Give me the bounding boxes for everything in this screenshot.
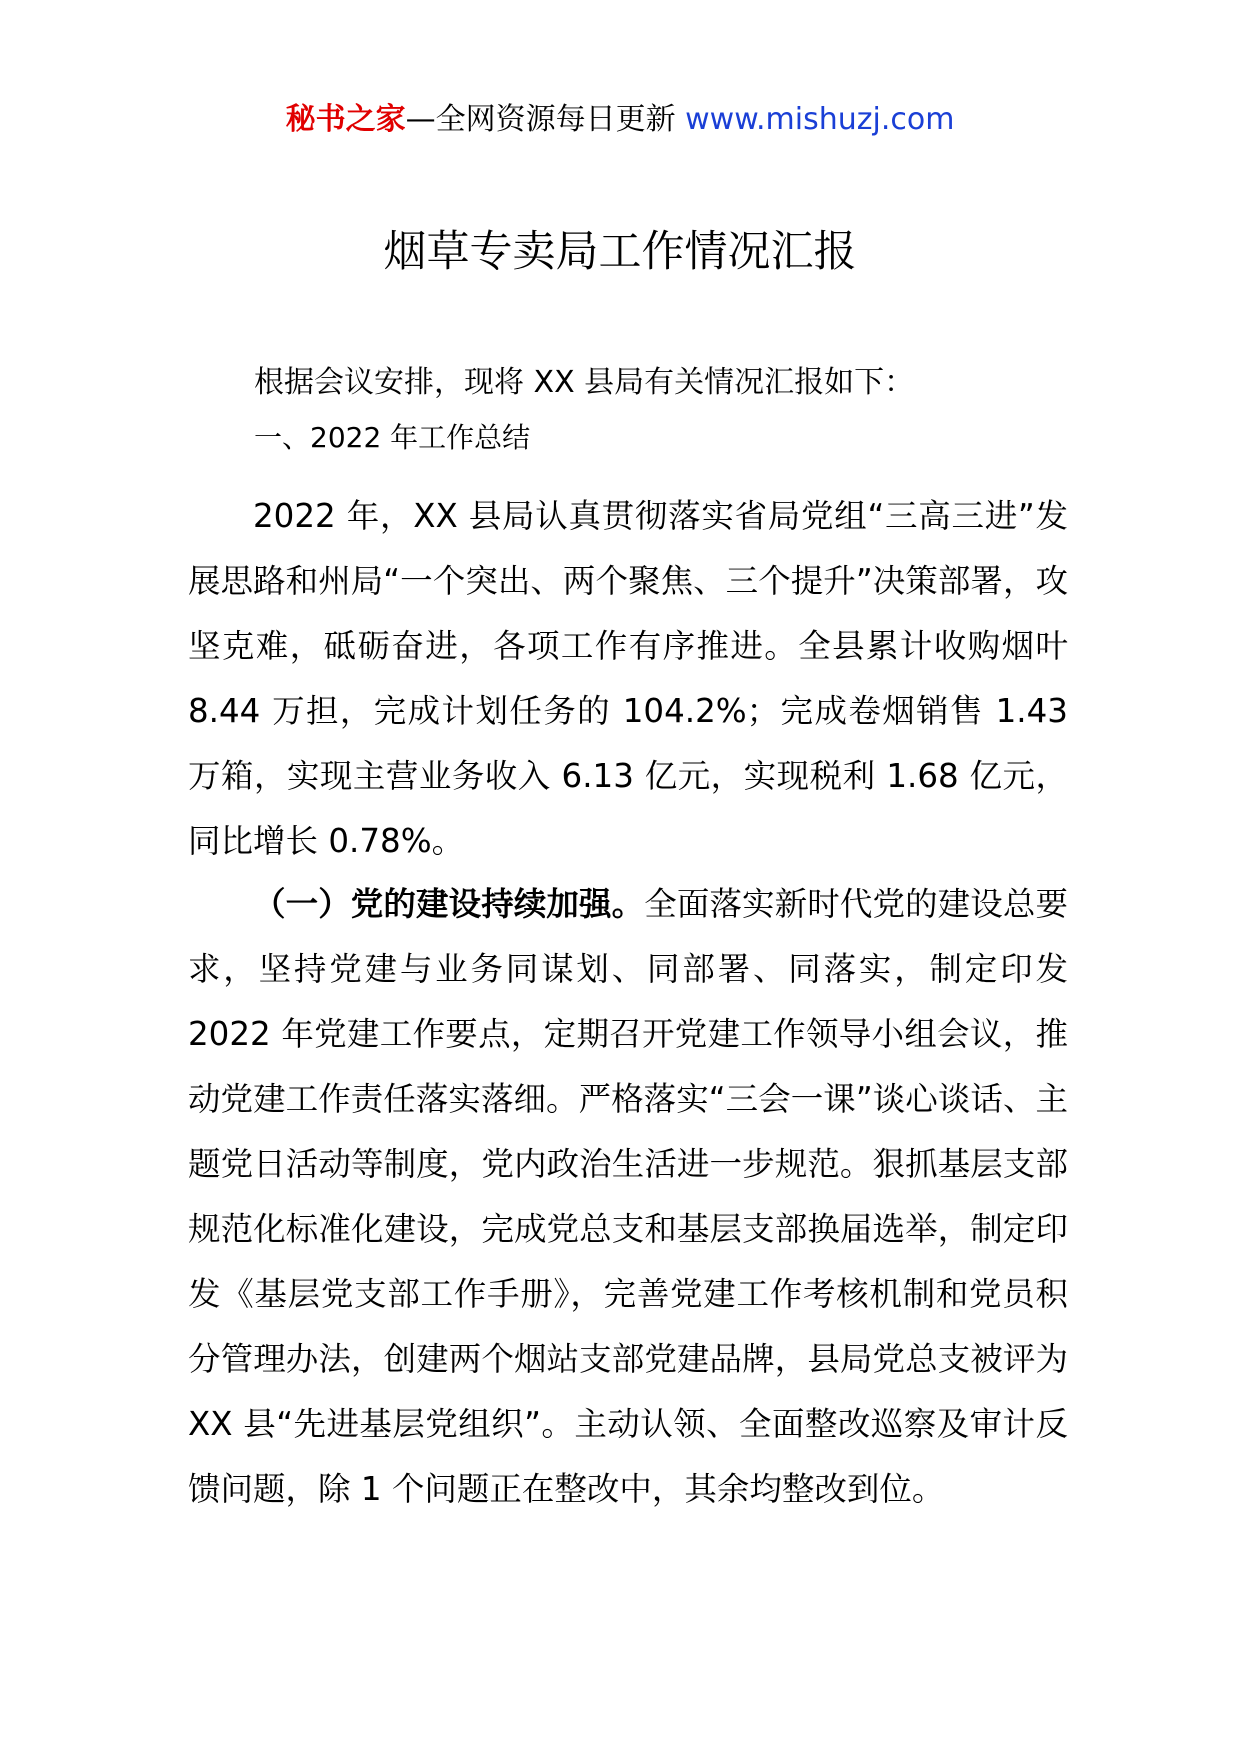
brand-name: 秘书之家 <box>285 102 406 137</box>
site-url-link[interactable]: www.mishuzj.com <box>685 102 955 137</box>
summary-paragraph: 2022 年，XX 县局认真贯彻落实省局党组“三高三进”发展思路和州局“一个突出、两个聚焦、三个提升”决策部署，攻坚克难，砥砺奋进，各项工作有序推进。全县累计收购烟叶 8.44 万担，完成计划任务的 104.2%；完成卷烟销售 1.43 万箱，实现主营业务收入 6.13 亿元，实现税利 1.68 亿元，同比增长 0.78%。 <box>188 497 1068 860</box>
party-building-heading: （一）党的建设持续加强。 <box>253 885 645 923</box>
party-building-text: 全面落实新时代党的建设总要求，坚持党建与业务同谋划、同部署、同落实，制定印发 2022 年党建工作要点，定期召开党建工作领导小组会议，推动党建工作责任落实落细。严格落实“三会一课”谈心谈话、主题党日活动等制度，党内政治生活进一步规范。狠抓基层支部规范化标准化建设，完成党总支和基层支部换届选举，制定印发《基层党支部工作手册》，完善党建工作考核机制和党员积分管理办法，创建两个烟站支部党建品牌，县局党总支被评为 XX 县“先进基层党组织”。主动认领、全面整改巡察及审计反馈问题，除 1 个问题正在整改中，其余均整改到位。 <box>188 885 1068 1508</box>
party-building-paragraph <box>188 872 1068 1522</box>
document-title: 烟草专卖局工作情况汇报 <box>383 227 857 277</box>
site-header <box>0 100 1240 140</box>
intro-text: 根据会议安排，现将 XX 县局有关情况汇报如下： <box>254 365 915 400</box>
section-heading: 一、2022 年工作总结 <box>254 421 531 454</box>
header-tagline: —全网资源每日更新 <box>405 102 676 137</box>
